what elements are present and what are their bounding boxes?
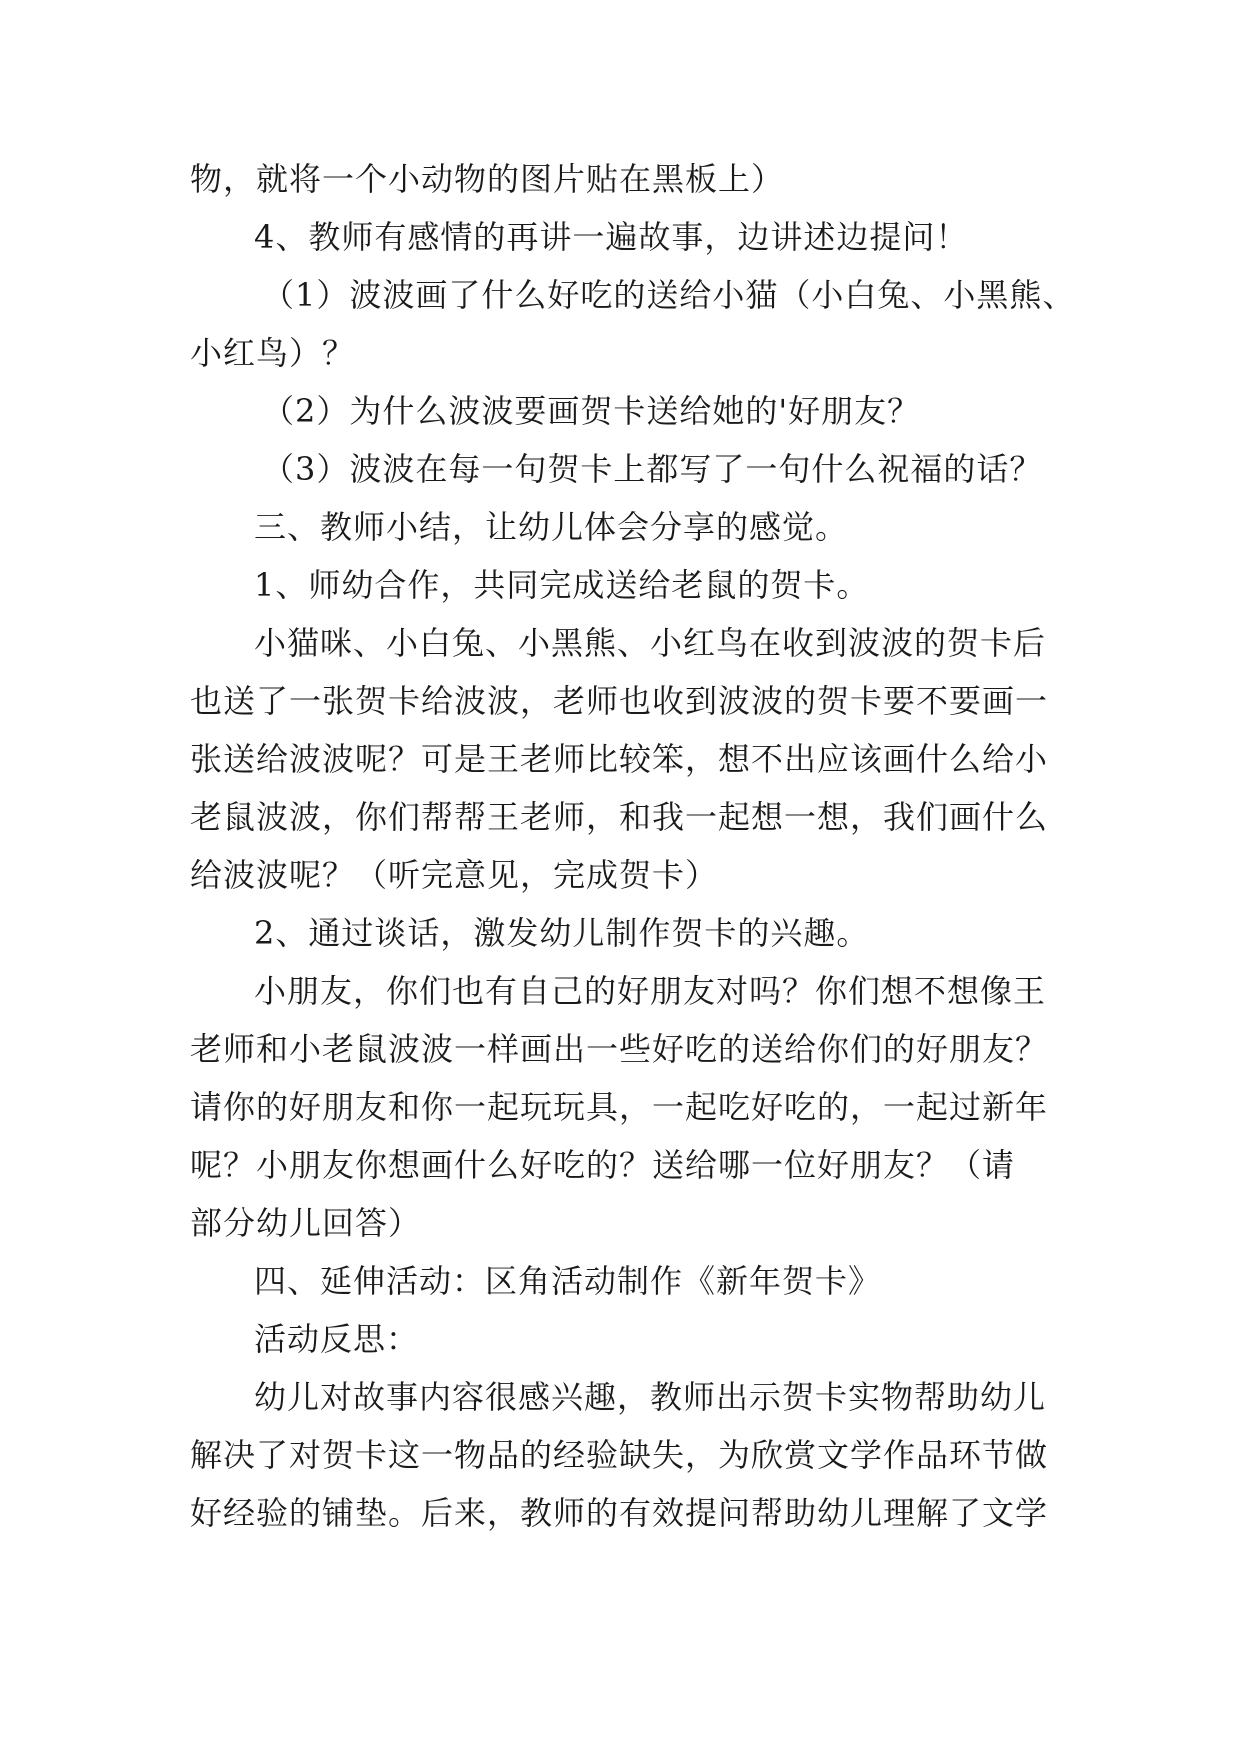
section-heading: 活动反思：: [254, 1320, 420, 1358]
text-line: 幼儿对故事内容很感兴趣，教师出示贺卡实物帮助幼儿: [254, 1378, 1047, 1416]
text-line: 1、师幼合作，共同完成送给老鼠的贺卡。: [254, 566, 870, 604]
section-heading: 四、延伸活动：区角活动制作《新年贺卡》: [254, 1262, 882, 1300]
text-line: 物，就将一个小动物的图片贴在黑板上）: [190, 160, 785, 198]
text-line: 老师和小老鼠波波一样画出一些好吃的送给你们的好朋友？: [190, 1030, 1049, 1068]
text-line: 好经验的铺垫。后来，教师的有效提问帮助幼儿理解了文学: [190, 1494, 1049, 1532]
text-line: 也送了一张贺卡给波波，老师也收到波波的贺卡要不要画一: [190, 682, 1049, 720]
text-line: 呢？小朋友你想画什么好吃的？送给哪一位好朋友？（请: [190, 1146, 1016, 1184]
text-line: 小朋友，你们也有自己的好朋友对吗？你们想不想像王: [254, 972, 1047, 1010]
document-body: [190, 150, 1076, 1542]
text-line: 部分幼儿回答）: [190, 1204, 422, 1242]
text-line: （1）波波画了什么好吃的送给小猫（小白兔、小黑熊、: [262, 276, 1076, 314]
text-line: 2、通过谈话，激发幼儿制作贺卡的兴趣。: [254, 914, 870, 952]
text-line: 小猫咪、小白兔、小黑熊、小红鸟在收到波波的贺卡后: [254, 624, 1047, 662]
section-heading: 三、教师小结，让幼儿体会分享的感觉。: [254, 508, 849, 546]
text-line: 小红鸟）？: [190, 334, 356, 372]
text-line: 解决了对贺卡这一物品的经验缺失，为欣赏文学作品环节做: [190, 1436, 1049, 1474]
text-line: 给波波呢？（听完意见，完成贺卡）: [190, 856, 719, 894]
text-line: 请你的好朋友和你一起玩玩具，一起吃好吃的，一起过新年: [190, 1088, 1049, 1126]
text-line: 张送给波波呢？可是王老师比较笨，想不出应该画什么给小: [190, 740, 1049, 778]
text-line: （2）为什么波波要画贺卡送给她的'好朋友？: [262, 392, 921, 430]
text-line: 4、教师有感情的再讲一遍故事，边讲述边提问！: [254, 218, 969, 256]
text-line: 老鼠波波，你们帮帮王老师，和我一起想一想，我们画什么: [190, 798, 1049, 836]
text-line: （3）波波在每一句贺卡上都写了一句什么祝福的话？: [262, 450, 1043, 488]
